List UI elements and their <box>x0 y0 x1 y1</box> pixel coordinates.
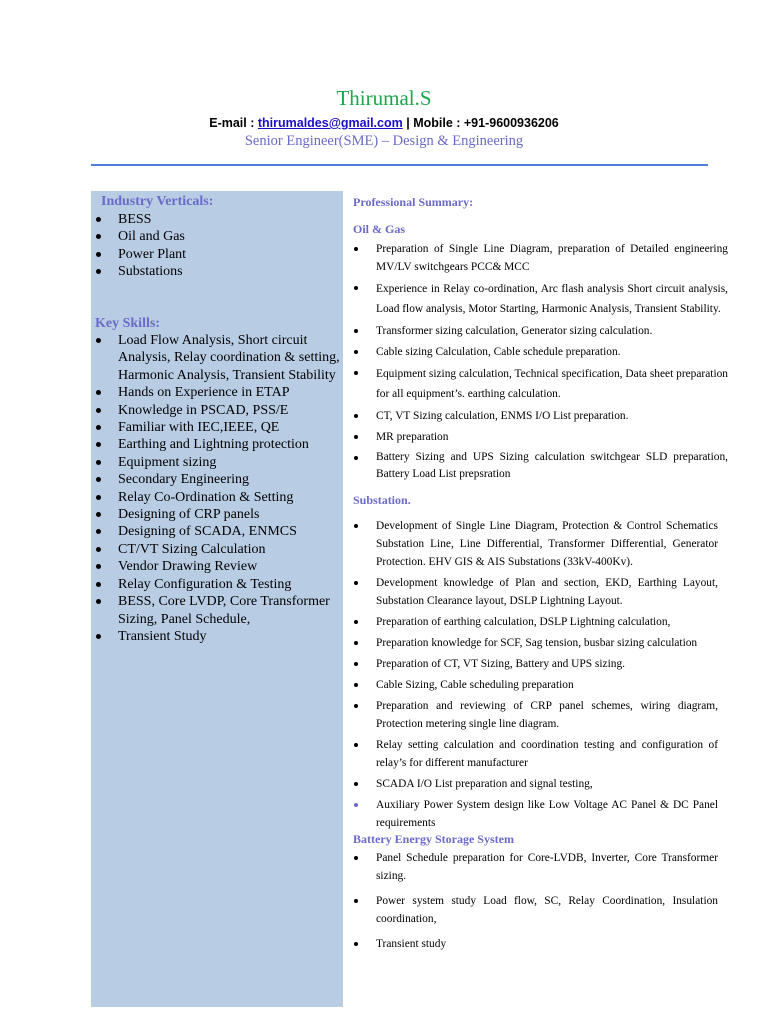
list-item: Relay setting calculation and coordination testing and configuration of relay’s for different manufacturer <box>353 736 718 772</box>
list-item: MR preparation <box>353 428 728 446</box>
list-item: Load Flow Analysis, Short circuit Analysis, Relay coordination & setting, Harmonic Analysis, Transient Stability <box>93 332 340 384</box>
list-item: Transient study <box>353 935 718 953</box>
oil-gas-list <box>353 240 728 483</box>
list-item: Oil and Gas <box>93 228 340 245</box>
substation-list <box>353 517 718 832</box>
list-item: Secondary Engineering <box>93 471 340 488</box>
contact-separator: | <box>402 116 414 130</box>
list-item: Transformer sizing calculation, Generator sizing calculation. <box>353 322 728 340</box>
list-item: Transient Study <box>93 628 340 645</box>
list-item: Preparation and reviewing of CRP panel schemes, wiring diagram, Protection metering single line diagram. <box>353 697 718 733</box>
industry-list <box>93 211 340 281</box>
email-label: E-mail : <box>209 116 258 130</box>
list-item: BESS <box>93 211 340 228</box>
list-item: Power Plant <box>93 246 340 263</box>
list-item: Relay Co-Ordination & Setting <box>93 489 340 506</box>
list-item: Equipment sizing calculation, Technical specification, Data sheet preparation for all equipment’s. earthing calculation. <box>353 364 728 404</box>
list-item: Designing of CRP panels <box>93 506 340 523</box>
contact-line <box>0 116 768 130</box>
header-divider <box>91 164 708 166</box>
list-item: CT/VT Sizing Calculation <box>93 541 340 558</box>
skills-list <box>93 332 340 645</box>
list-item: Development of Single Line Diagram, Protection & Control Schematics Substation Line, Line Differential, Transformer Differential, Generator Protection. EHV GIS & AIS Substations (33kV-400Kv). <box>353 517 718 571</box>
candidate-name: Thirumal.S <box>336 86 432 110</box>
bess-list <box>353 849 718 953</box>
list-item: Familiar with IEC,IEEE, QE <box>93 419 340 436</box>
list-item: Preparation of earthing calculation, DSLP Lightning calculation, <box>353 613 718 631</box>
list-item: Experience in Relay co-ordination, Arc flash analysis Short circuit analysis, Load flow analysis, Motor Starting, Harmonic Analysis, Transient Stability. <box>353 279 728 319</box>
industry-heading: Industry Verticals: <box>101 194 214 209</box>
list-item: SCADA I/O List preparation and signal testing, <box>353 775 718 793</box>
list-item: CT, VT Sizing calculation, ENMS I/O List preparation. <box>353 407 728 425</box>
skills-heading: Key Skills: <box>95 316 160 331</box>
list-item: Preparation of Single Line Diagram, preparation of Detailed engineering MV/LV switchgears PCC& MCC <box>353 240 728 276</box>
substation-heading: Substation. <box>353 493 411 507</box>
job-title: Senior Engineer(SME) – Design & Engineering <box>244 133 524 149</box>
list-item: Preparation of CT, VT Sizing, Battery and UPS sizing. <box>353 655 718 673</box>
list-item: Relay Configuration & Testing <box>93 576 340 593</box>
list-item: Preparation knowledge for SCF, Sag tension, busbar sizing calculation <box>353 634 718 652</box>
list-item: Knowledge in PSCAD, PSS/E <box>93 402 340 419</box>
list-item: BESS, Core LVDP, Core Transformer Sizing, Panel Schedule, <box>93 593 340 628</box>
list-item: Auxiliary Power System design like Low Voltage AC Panel & DC Panel requirements <box>353 796 718 832</box>
bess-heading: Battery Energy Storage System <box>353 832 514 846</box>
list-item: Power system study Load flow, SC, Relay Coordination, Insulation coordination, <box>353 892 718 928</box>
list-item: Designing of SCADA, ENMCS <box>93 523 340 540</box>
list-item: Earthing and Lightning protection <box>93 436 340 453</box>
list-item: Equipment sizing <box>93 454 340 471</box>
summary-heading: Professional Summary: <box>353 195 474 209</box>
list-item: Hands on Experience in ETAP <box>93 384 340 401</box>
list-item: Development knowledge of Plan and section, EKD, Earthing Layout, Substation Clearance layout, DSLP Lightning Layout. <box>353 574 718 610</box>
list-item: Vendor Drawing Review <box>93 558 340 575</box>
oil-gas-heading: Oil & Gas <box>353 222 406 236</box>
list-item: Cable Sizing, Cable scheduling preparation <box>353 676 718 694</box>
email-link[interactable]: thirumaldes@gmail.com <box>257 116 403 130</box>
list-item: Panel Schedule preparation for Core-LVDB, Inverter, Core Transformer sizing. <box>353 849 718 885</box>
list-item: Substations <box>93 263 340 280</box>
mobile-text: Mobile : +91-9600936206 <box>413 116 559 130</box>
list-item: Battery Sizing and UPS Sizing calculation switchgear SLD preparation, Battery Load List prepsration <box>353 449 728 483</box>
list-item: Cable sizing Calculation, Cable schedule preparation. <box>353 343 728 361</box>
